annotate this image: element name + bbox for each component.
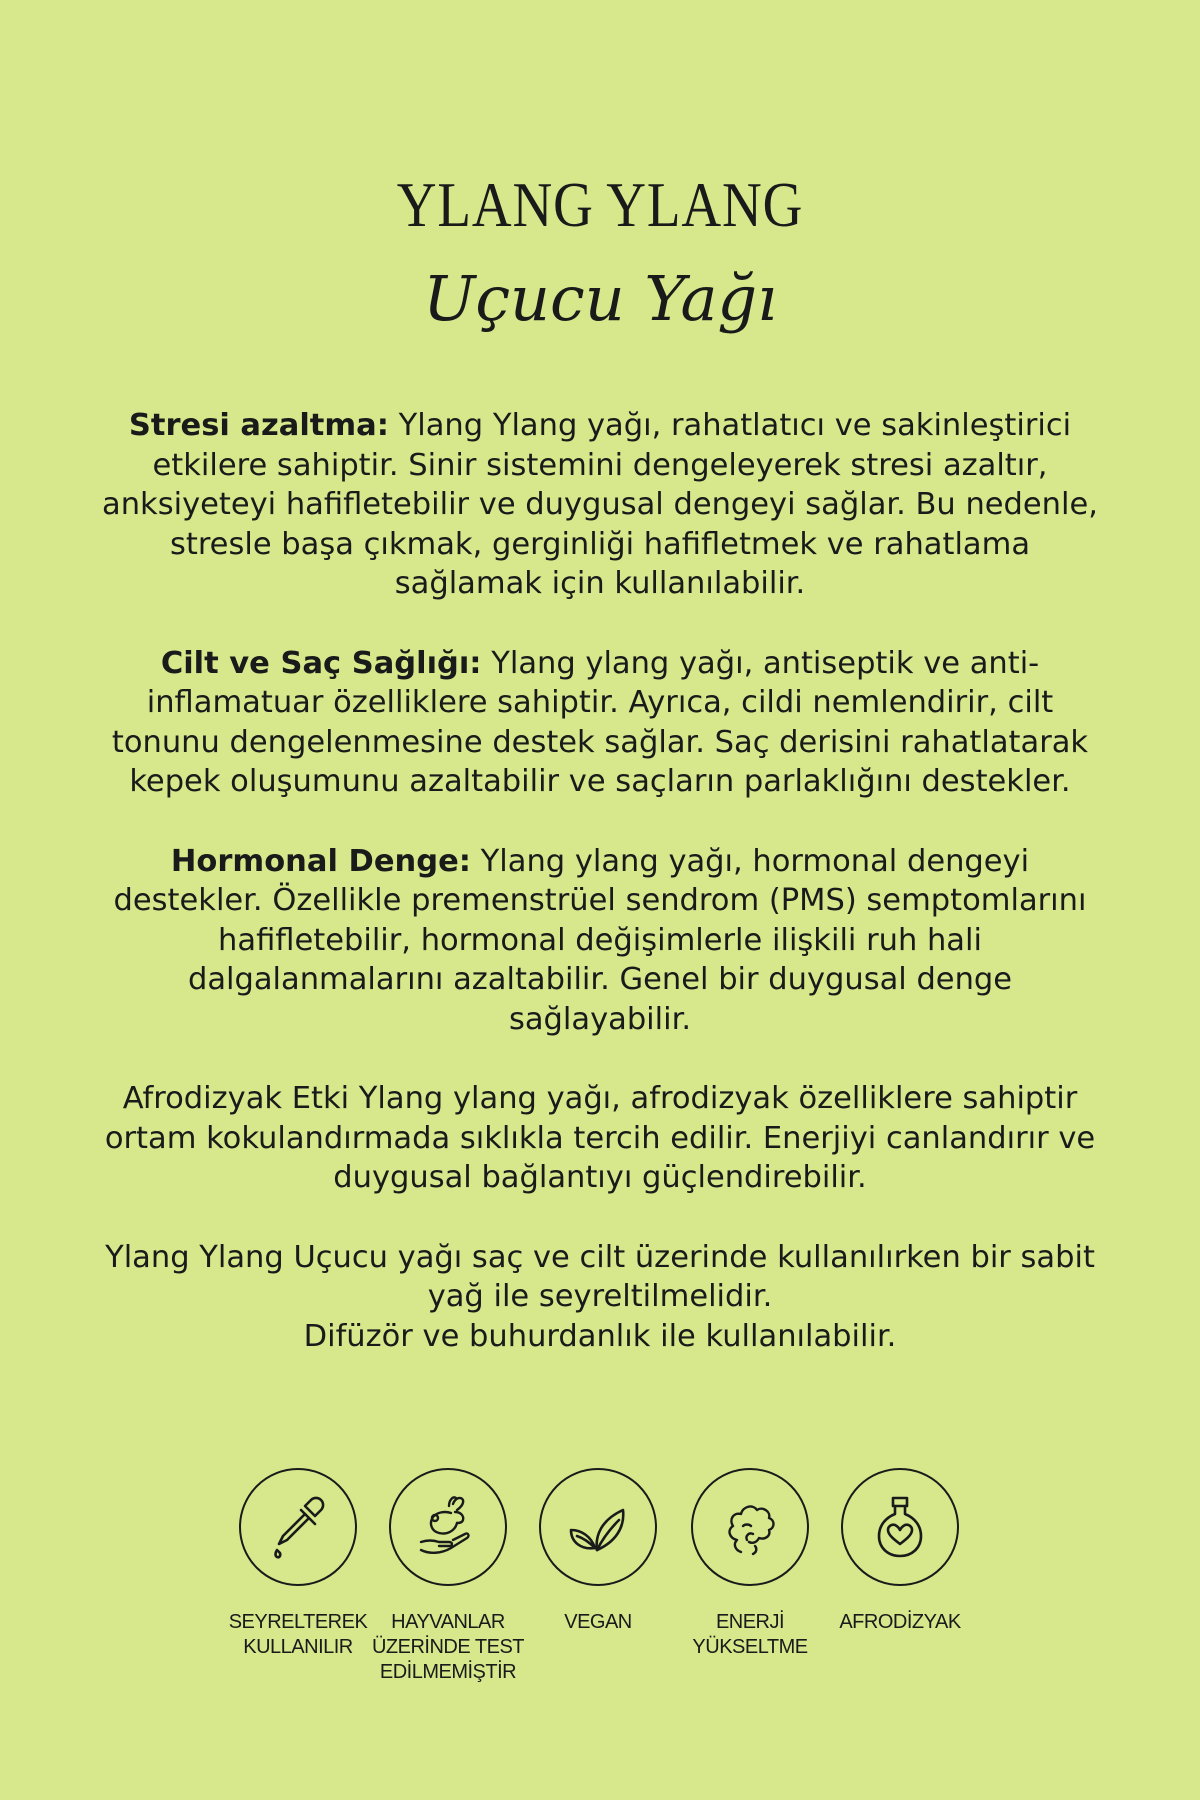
section-text: Ylang ylang yağı, antiseptik ve anti-inflamatuar özelliklere sahiptir. Ayrıca, cildi nemlendirir, cilt tonunu dengelenmesine destek sağlar. Saç derisini rahatlatarak kepek oluşumunu azaltabilir ve saçların parlaklığını destekler. xyxy=(111,645,1089,799)
badge-label: VEGAN xyxy=(564,1611,632,1633)
badge-energy xyxy=(665,1468,835,1660)
badge-circle xyxy=(239,1468,357,1586)
section-hormonal xyxy=(100,842,1100,1040)
dropper-icon xyxy=(261,1490,335,1564)
badge-label: ENERJİ YÜKSELTME xyxy=(692,1611,808,1658)
section-aphrodisiac: Afrodizyak Etki Ylang ylang yağı, afrodizyak özelliklere sahiptir ortam kokulandırmada sıklıkla tercih edilir. Enerjiyi canlandırır ve duygusal bağlantıyı güçlendirebilir. xyxy=(104,1081,1096,1195)
section-stress xyxy=(100,406,1100,604)
heart-bottle-icon xyxy=(863,1490,937,1564)
section-heading: Cilt ve Saç Sağlığı: xyxy=(160,645,482,681)
section-heading: Stresi azaltma: xyxy=(128,408,389,443)
section-text: Ylang Ylang yağı, rahatlatıcı ve sakinleştirici etkilere sahiptir. Sinir sistemini dengeleyerek stresi azaltır, anksiyeteyi hafifletebilir ve duygusal dengeyi sağlar. Bu nedenle, stresle başa çıkmak, gerginliği hafifletmek ve rahatlama sağlamak için kullanılabilir. xyxy=(102,408,1098,601)
section-skin-hair xyxy=(100,644,1100,802)
badge-label: AFRODİZYAK xyxy=(839,1611,961,1633)
badge-vegan xyxy=(513,1468,683,1635)
feature-badges xyxy=(0,1468,1200,1708)
badge-circle xyxy=(389,1468,507,1586)
smoke-icon xyxy=(713,1490,787,1564)
leaf-icon xyxy=(561,1490,635,1564)
description-body xyxy=(100,406,1100,1396)
badge-circle xyxy=(691,1468,809,1586)
usage-note xyxy=(100,1238,1100,1357)
rabbit-hand-icon xyxy=(411,1490,485,1564)
badge-label: SEYRELTEREK KULLANILIR xyxy=(228,1611,368,1658)
section-text: Ylang ylang yağı, hormonal dengeyi destekler. Özellikle premenstrüel sendrom (PMS) semptomlarını hafifletebilir, hormonal değişimlerle ilişkili ruh hali dalgalanmalarını azaltabilir. Genel bir duygusal denge sağlayabilir. xyxy=(113,843,1087,1037)
section-heading: Hormonal Denge: xyxy=(170,843,471,879)
badge-aphrodisiac xyxy=(815,1468,985,1635)
usage-line-2: Difüzör ve buhurdanlık ile kullanılabilir. xyxy=(303,1318,897,1354)
product-subtitle: Uçucu Yağı xyxy=(423,262,777,335)
badge-circle xyxy=(539,1468,657,1586)
product-title: YLANG YLANG xyxy=(396,169,804,240)
badge-dilute xyxy=(213,1468,383,1660)
badge-cruelty-free xyxy=(363,1468,533,1685)
usage-line-1: Ylang Ylang Uçucu yağı saç ve cilt üzerinde kullanılırken bir sabit yağ ile seyreltilmelidir. xyxy=(105,1239,1095,1314)
badge-circle xyxy=(841,1468,959,1586)
badge-label: HAYVANLAR ÜZERİNDE TEST EDİLMEMİŞTİR xyxy=(371,1611,525,1683)
